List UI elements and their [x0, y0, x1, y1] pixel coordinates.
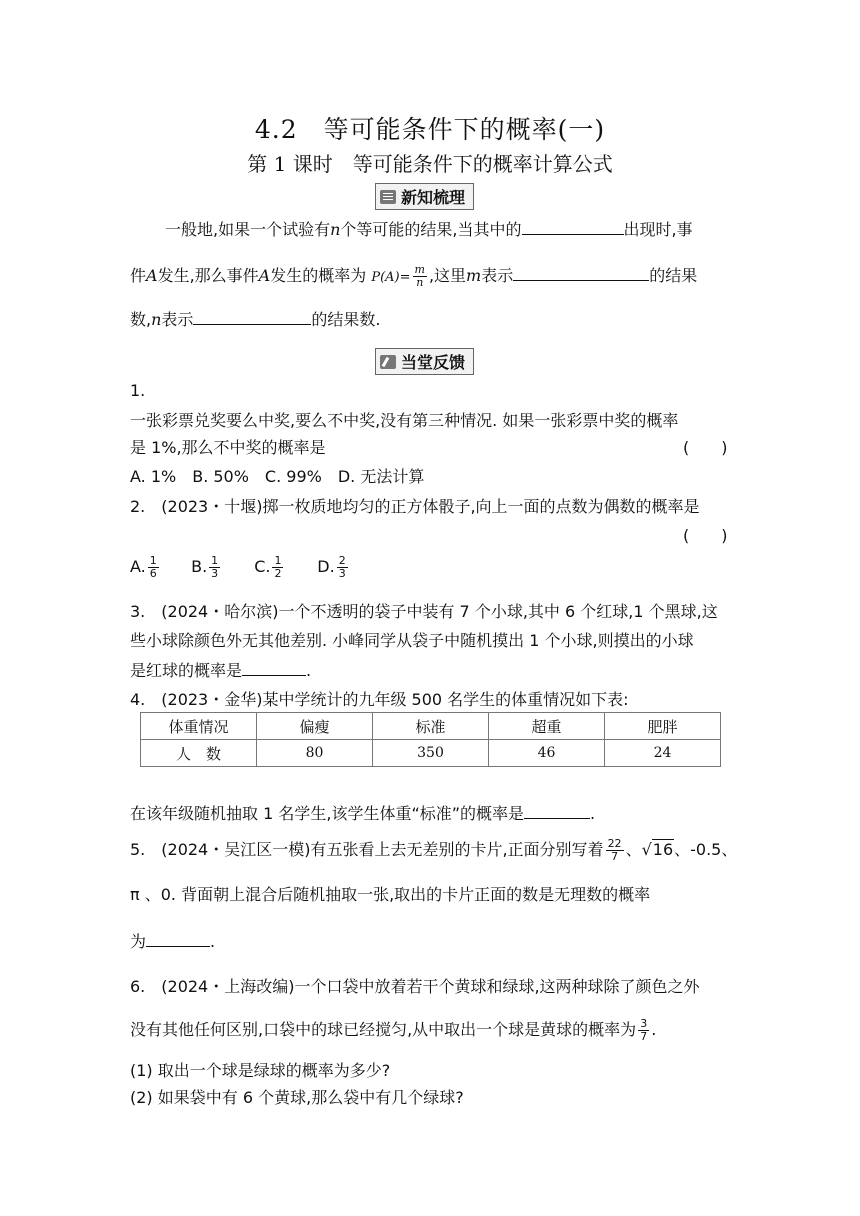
section-header-new-knowledge	[375, 183, 474, 210]
table-cell: 350	[373, 740, 489, 767]
answer-paren: ( )	[683, 526, 728, 545]
question-5-text: 5. (2024・吴江区一模)有五张看上去无差别的卡片,正面分别写着 $\frac{22}{7}$ 、√16、-0.5、	[130, 837, 738, 863]
answer-blank[interactable]	[193, 310, 311, 325]
answer-blank[interactable]	[522, 220, 624, 235]
question-6-text: 6. (2024・上海改编)一个口袋中放着若干个黄球和绿球,这两种球除了颜色之外	[130, 977, 700, 996]
question-1-text: 一张彩票兑奖要么中奖,要么不中奖,没有第三种情况. 如果一张彩票中奖的概率	[130, 411, 679, 430]
table-header-cell: 偏瘦	[257, 713, 373, 740]
table-header-cell: 超重	[489, 713, 605, 740]
table-cell: 80	[257, 740, 373, 767]
answer-blank[interactable]	[524, 804, 590, 819]
intro-line-3: 数,n表示 的结果数.	[130, 310, 381, 329]
question-4-text-2: 在该年级随机抽取 1 名学生,该学生体重“标准”的概率是 .	[130, 804, 596, 823]
table-cell: 人 数	[141, 740, 257, 767]
table-row	[141, 713, 721, 740]
section-label: 当堂反馈	[401, 353, 466, 372]
question-6-sub-1: (1) 取出一个球是绿球的概率为多少?	[130, 1061, 391, 1080]
question-1-number: 1.	[130, 381, 146, 400]
question-1-options: A. 1% B. 50% C. 99% D. 无法计算	[130, 467, 425, 486]
section-header-feedback	[375, 348, 474, 375]
question-2-text: 2. (2023・十堰)掷一枚质地均匀的正方体骰子,向上一面的点数为偶数的概率是	[130, 497, 700, 516]
question-3-text-3: 是红球的概率是 .	[130, 661, 312, 680]
question-6-sub-2: (2) 如果袋中有 6 个黄球,那么袋中有几个绿球?	[130, 1088, 464, 1107]
weight-table	[140, 712, 721, 767]
table-header-cell: 标准	[373, 713, 489, 740]
book-icon	[380, 190, 396, 204]
question-3-text-2: 些小球除颜色外无其他差别. 小峰同学从袋子中随机摸出 1 个小球,则摸出的小球	[130, 631, 694, 650]
table-header-cell: 肥胖	[605, 713, 721, 740]
intro-line-1: 一般地,如果一个试验有n个等可能的结果,当其中的 出现时,事	[165, 220, 693, 239]
intro-line-2: 件A发生,那么事件A发生的概率为 P(A)= $\frac{m}{n}$ ,这里m表示 的结果	[130, 263, 698, 289]
question-5-text-2: π 、0. 背面朝上混合后随机抽取一张,取出的卡片正面的数是无理数的概率	[130, 885, 651, 904]
page-subtitle: 第 1 课时 等可能条件下的概率计算公式	[247, 152, 613, 176]
question-5-text-3: 为 .	[130, 932, 216, 951]
answer-paren: ( )	[683, 438, 728, 457]
section-label: 新知梳理	[401, 188, 466, 207]
table-header-cell: 体重情况	[141, 713, 257, 740]
page-title: 4.2 等可能条件下的概率(一)	[254, 115, 606, 144]
table-cell: 46	[489, 740, 605, 767]
question-1-text-2: 是 1%,那么不中奖的概率是	[130, 438, 326, 457]
pen-icon	[380, 355, 396, 369]
table-row	[141, 740, 721, 767]
question-6-text-2: 没有其他任何区别,口袋中的球已经搅匀,从中取出一个球是黄球的概率为 $\frac{3}{7}$ .	[130, 1017, 657, 1043]
question-3-text: 3. (2024・哈尔滨)一个不透明的袋子中装有 7 个小球,其中 6 个红球,1 个黑球,这	[130, 602, 718, 621]
table-cell: 24	[605, 740, 721, 767]
question-2-options: A. $\frac{1}{6}$ B. $\frac{1}{3}$ C. $\frac{1}{2}$ D. $\frac{2}{3}$	[130, 554, 346, 580]
answer-blank[interactable]	[146, 932, 210, 947]
answer-blank[interactable]	[242, 661, 306, 676]
answer-blank[interactable]	[513, 266, 649, 281]
question-4-text: 4. (2023・金华)某中学统计的九年级 500 名学生的体重情况如下表:	[130, 690, 629, 709]
